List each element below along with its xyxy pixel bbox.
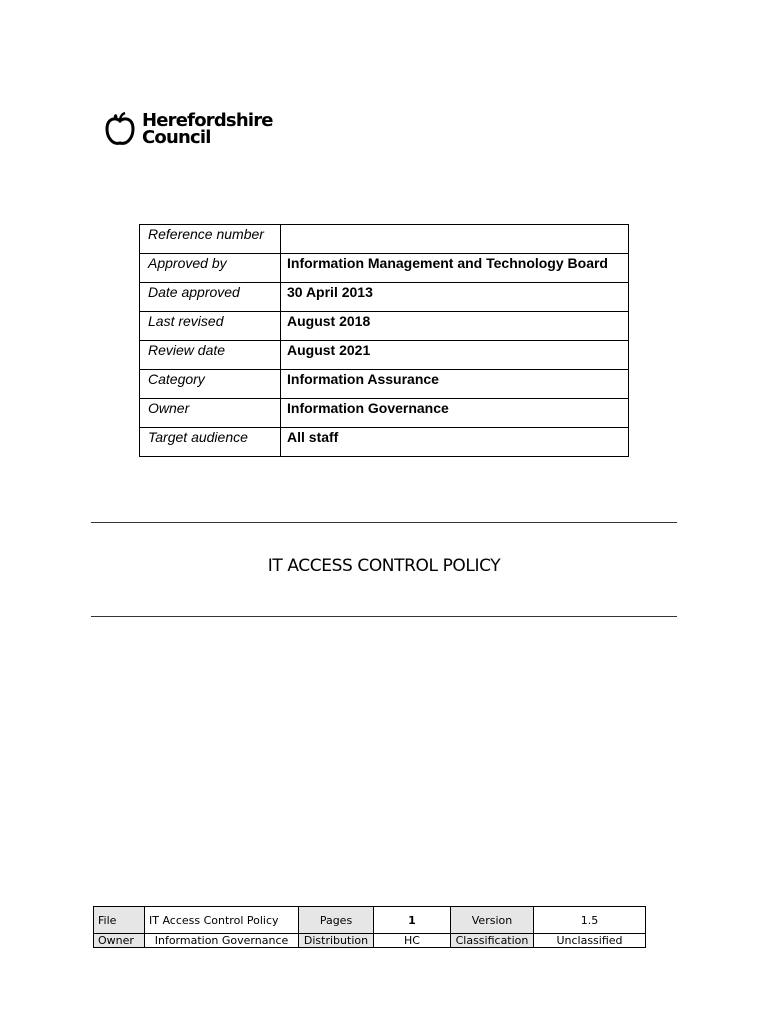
table-row [140,225,629,254]
version-label: Version [451,907,534,934]
last-revised-label: Last revised [140,312,281,341]
document-metadata-table [139,224,629,457]
approved-by-value: Information Management and Technology Board [281,254,629,283]
table-row [140,428,629,457]
table-row [140,312,629,341]
owner-footer-label: Owner [94,934,145,948]
file-value: IT Access Control Policy [145,907,299,934]
classification-value: Unclassified [534,934,646,948]
document-footer-table [93,906,646,948]
classification-label: Classification [451,934,534,948]
review-date-label: Review date [140,341,281,370]
date-approved-label: Date approved [140,283,281,312]
table-row [140,399,629,428]
owner-value: Information Governance [281,399,629,428]
pages-label: Pages [299,907,374,934]
owner-label: Owner [140,399,281,428]
target-audience-value: All staff [281,428,629,457]
owner-footer-value: Information Governance [145,934,299,948]
title-top-divider [91,522,677,523]
category-label: Category [140,370,281,399]
pages-value: 1 [374,907,451,934]
distribution-value: HC [374,934,451,948]
logo-line-1: Herefordshire [142,110,273,131]
table-row [140,283,629,312]
distribution-label: Distribution [299,934,374,948]
reference-number-value [281,225,629,254]
category-value: Information Assurance [281,370,629,399]
table-row [140,341,629,370]
approved-by-label: Approved by [140,254,281,283]
council-logo [104,112,273,150]
version-value: 1.5 [534,907,646,934]
file-label: File [94,907,145,934]
table-row [94,907,646,934]
table-row [140,370,629,399]
reference-number-label: Reference number [140,225,281,254]
date-approved-value: 30 April 2013 [281,283,629,312]
apple-icon [104,112,136,148]
table-row [140,254,629,283]
title-bottom-divider [91,616,677,617]
document-title: IT ACCESS CONTROL POLICY [267,556,501,576]
review-date-value: August 2021 [281,341,629,370]
last-revised-value: August 2018 [281,312,629,341]
logo-line-2: Council [142,127,211,148]
target-audience-label: Target audience [140,428,281,457]
table-row [94,934,646,948]
